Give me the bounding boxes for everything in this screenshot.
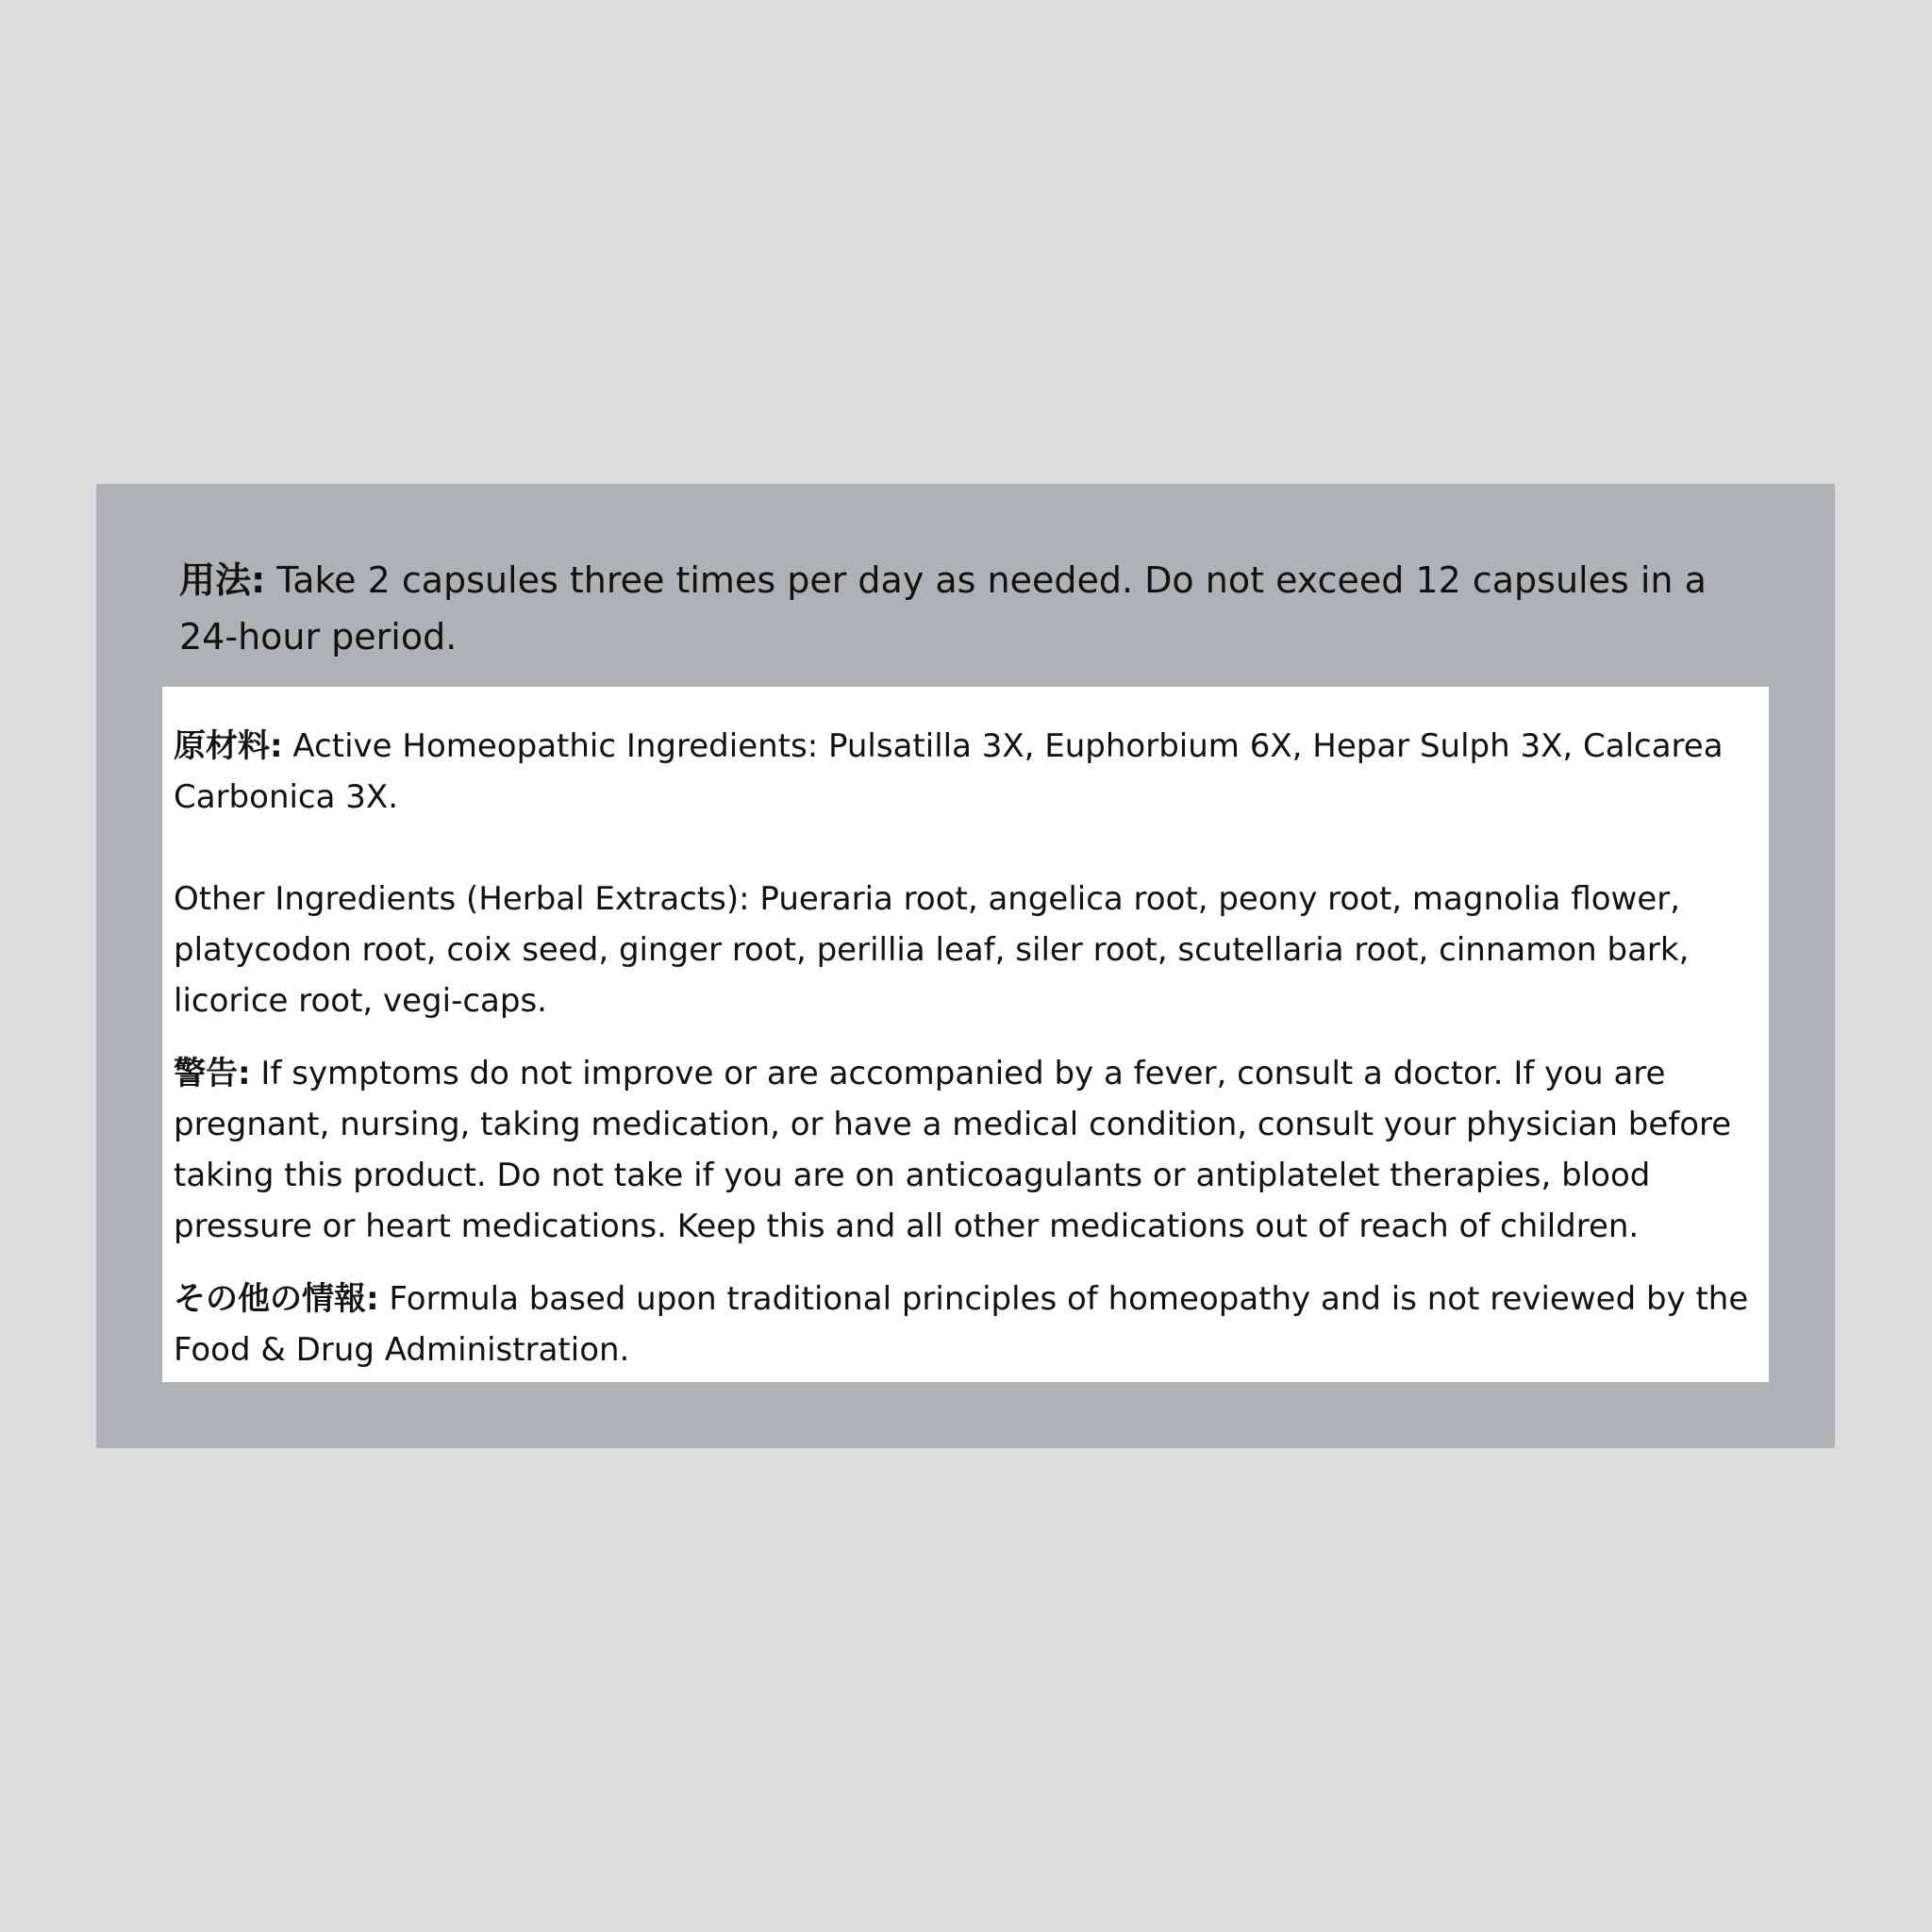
directions-label: 用法: [179,559,266,601]
directions-text: Take 2 capsules three times per day as needed. Do not exceed 12 capsules in a 24-hour period. [179,559,1707,658]
label-panel [96,484,1835,1448]
other-info-text: Formula based upon traditional principles of homeopathy and is not reviewed by the Food & Drug Administration. [174,1280,1749,1369]
directions-paragraph [179,552,1745,665]
other-ingredients-paragraph [174,874,1759,1026]
other-info-label: その他の情報: [174,1280,379,1318]
ingredients-text: Active Homeopathic Ingredients: Pulsatilla 3X, Euphorbium 6X, Hepar Sulph 3X, Calcarea Carbonica 3X. [174,727,1724,816]
other-info-paragraph [174,1274,1759,1375]
warnings-paragraph [174,1048,1759,1252]
ingredients-paragraph [174,721,1759,823]
ingredients-label: 原材料: [174,727,283,765]
warnings-label: 警告: [174,1055,251,1092]
warnings-text: If symptoms do not improve or are accompanied by a fever, consult a doctor. If you are pregnant, nursing, taking medication, or have a medical condition, consult your physician before taking this product. Do not take if you are on anticoagulants or antiplatelet therapies, blood pressure or heart medications. Keep this and all other medications out of reach of children. [174,1055,1732,1245]
other-ingredients-text: Other Ingredients (Herbal Extracts): Pueraria root, angelica root, peony root, magnolia flower, platycodon root, coix seed, ginger root, perillia leaf, siler root, scutellaria root, cinnamon bark, licorice root, vegi-caps. [174,880,1690,1020]
info-box [162,687,1769,1382]
